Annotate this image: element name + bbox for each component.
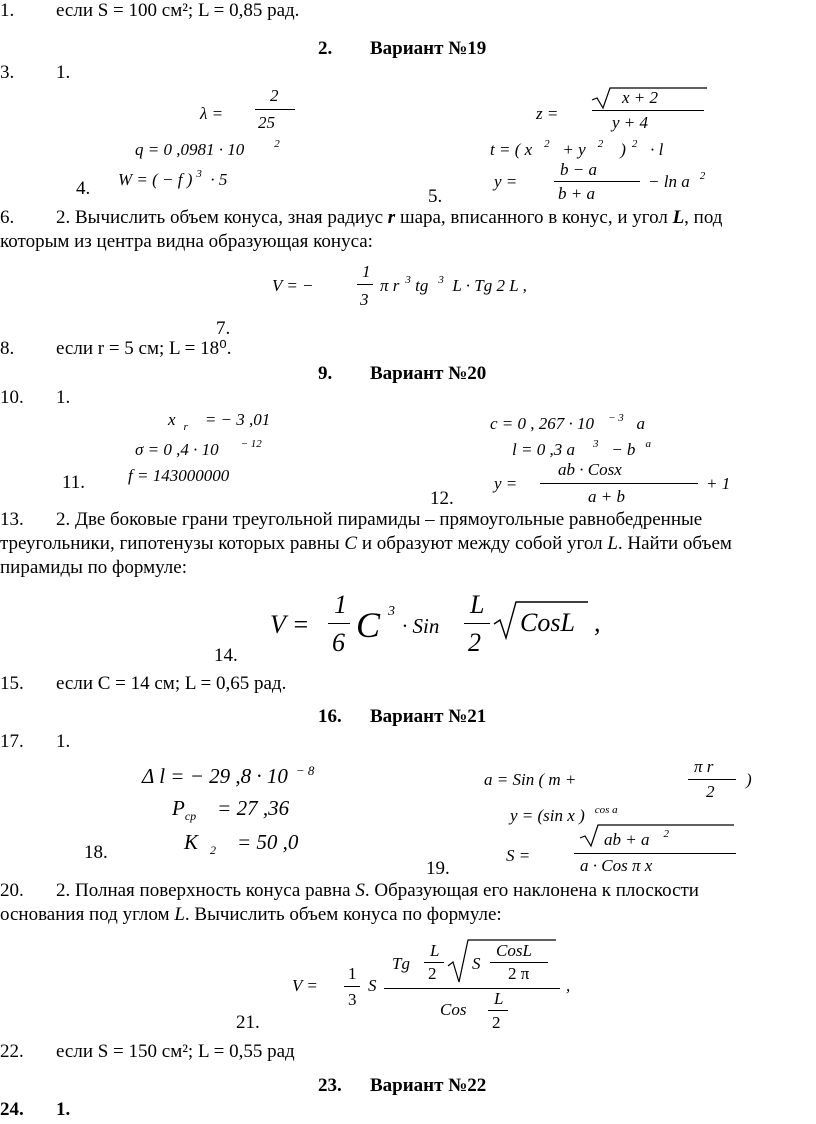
variant-number: 2. [318, 38, 333, 59]
fraction-bar [574, 853, 736, 854]
fraction-numerator: CosL [496, 941, 532, 960]
fraction-denominator: 6 [332, 628, 345, 657]
subscript: 2 [210, 843, 217, 857]
formula-W [118, 170, 227, 192]
item-number: 3. [0, 62, 15, 83]
item-number: 24. [0, 1099, 24, 1120]
formula-V: V = − [272, 276, 314, 295]
exponent: 3 [438, 274, 444, 286]
task-var: L [174, 904, 185, 925]
task-number: 1. [56, 1099, 71, 1120]
fraction-numerator: x + 2 [622, 88, 659, 107]
formula-K [184, 830, 298, 857]
fraction-bar [488, 1010, 508, 1011]
exponent: − 12 [240, 438, 262, 450]
formula-xr [168, 410, 270, 432]
subscript: ср [184, 809, 197, 823]
formula-y12-tail: + 1 [706, 474, 731, 493]
item-number: 22. [0, 1041, 24, 1062]
item-number: 6. [0, 207, 15, 228]
formula-S: S [368, 976, 377, 995]
exponent: − 8 [295, 763, 315, 778]
task-text-part: шара, вписанного в конус, и угол [395, 207, 673, 228]
condition-text: если S = 150 см²; L = 0,55 рад [56, 1041, 295, 1062]
formula-part: L · Tg 2 L , [452, 276, 527, 295]
formula-W-end: · 5 [210, 170, 228, 189]
formula-part: a [636, 414, 645, 433]
formula-a: a = Sin ( m + [484, 770, 577, 789]
exponent: 2 [597, 138, 604, 150]
task-number: 1. [56, 731, 71, 752]
formula-z: z = [536, 104, 559, 123]
formula-y-tail-main: − ln a [648, 172, 690, 191]
task-text-part: и образуют между собой угол [357, 533, 608, 554]
item-number: 1. [0, 0, 15, 21]
formula-part: x [168, 410, 176, 429]
formula-q [135, 140, 280, 162]
formula-S-inner: S [472, 954, 481, 973]
formula-W-main: W = ( − f ) [118, 170, 193, 189]
fraction-denominator: 2 [428, 964, 437, 983]
formula-part: c = 0 , 267 · 10 [490, 414, 595, 433]
exponent: 3 [388, 604, 395, 619]
item-number: 12. [430, 488, 454, 509]
exponent: 3 [405, 274, 411, 286]
formula-P [172, 796, 289, 823]
task-var: L [672, 207, 685, 228]
fraction-denominator: 3 [348, 990, 357, 1009]
fraction-denominator: 2 [492, 1013, 501, 1032]
formula-c [490, 414, 645, 436]
task-text-part: основания под углом [0, 904, 175, 925]
fraction-bar [424, 962, 444, 963]
formula-f: f = 143000000 [128, 466, 230, 485]
task-text-part: 2. Вычислить объем конуса, зная радиус [56, 207, 388, 228]
task-text-part: . Найти объем [617, 533, 732, 554]
formula-y-tail [648, 172, 705, 194]
exponent: 2 [274, 138, 280, 150]
task-number: 1. [56, 62, 71, 83]
task-number: 1. [56, 387, 71, 408]
fraction-numerator: L [494, 989, 504, 1008]
item-number: 19. [426, 858, 450, 879]
formula-part: P [172, 796, 185, 820]
exponent: 2 [544, 138, 550, 150]
condition-text: если C = 14 см; L = 0,65 рад. [56, 673, 287, 694]
fraction-numerator: L [470, 590, 485, 619]
variant-title: Вариант №21 [370, 706, 487, 727]
fraction-bar [688, 779, 736, 780]
formula-part: = 27 ,36 [217, 796, 290, 820]
item-number: 10. [0, 387, 24, 408]
task-text [56, 880, 699, 902]
task-text: 2. Две боковые грани треугольной пирамиды – прямоугольные равнобедренные [56, 509, 703, 530]
fraction-denominator: 2 [706, 782, 715, 801]
fraction-bar [357, 284, 373, 285]
formula-cosL: CosL [520, 608, 575, 637]
item-number: 11. [62, 472, 86, 493]
item-number: 7. [216, 318, 231, 339]
variant-title: Вариант №19 [370, 38, 487, 59]
item-number: 14. [214, 645, 238, 666]
formula-part: tg [415, 276, 429, 295]
condition-text: если r = 5 см; L = 18⁰. [56, 338, 232, 359]
fraction-bar [464, 623, 490, 624]
fraction-bar [328, 623, 350, 624]
formula-lambda: λ = [200, 104, 224, 123]
task-var: r [387, 207, 396, 228]
task-text: пирамиды по формуле: [0, 557, 187, 578]
fraction-numerator: L [430, 941, 440, 960]
fraction-bar [344, 986, 360, 987]
fraction-bar [554, 181, 640, 182]
task-text: которым из центра видна образующая конуса: [0, 231, 373, 252]
task-var: L [607, 533, 618, 554]
item-number: 17. [0, 731, 24, 752]
task-text [0, 533, 732, 555]
variant-title: Вариант №20 [370, 363, 487, 384]
fraction-numerator: b − a [560, 160, 597, 179]
formula-cos: Cos [440, 1000, 467, 1019]
variant-number: 16. [318, 706, 342, 727]
fraction-denominator: 3 [360, 290, 369, 309]
fraction-denominator: b + a [558, 184, 595, 203]
task-text-part: треугольники, гипотенузы которых равны [0, 533, 345, 554]
fraction-bar [490, 962, 548, 963]
variant-number: 23. [318, 1075, 342, 1096]
fraction-denominator: 2 π [508, 964, 530, 983]
formula-part: K [184, 830, 199, 854]
task-text-part: 2. Полная поверхность конуса равна [56, 880, 356, 901]
variant-title: Вариант №22 [370, 1075, 487, 1096]
formula-t-part: ) [620, 140, 626, 159]
fraction-denominator: a + b [588, 487, 625, 506]
formula-comma: , [566, 976, 571, 995]
formula-C: C [356, 605, 381, 645]
item-number: 18. [84, 842, 108, 863]
variant-number: 9. [318, 363, 333, 384]
formula-q-main: q = 0 ,0981 · 10 [135, 140, 245, 159]
fraction-numerator: 1 [334, 590, 347, 619]
task-var: S [355, 880, 365, 901]
fraction-denominator: 2 [468, 628, 481, 657]
fraction-denominator: y + 4 [612, 113, 649, 132]
exponent: cos a [594, 804, 618, 816]
fraction-denominator: a · Cos π x [580, 856, 653, 875]
formula-comma: , [594, 608, 601, 637]
formula-t [490, 140, 663, 162]
fraction-bar [540, 483, 698, 484]
item-number: 8. [0, 338, 15, 359]
formula-l [512, 440, 651, 462]
fraction-denominator: 25 [258, 113, 275, 132]
exponent: 3 [592, 438, 599, 450]
subscript: r [183, 421, 188, 433]
formula-t-part: t = ( x [490, 140, 533, 159]
exponent: 3 [196, 168, 202, 180]
formula-part: ab + a [604, 830, 650, 849]
item-number: 13. [0, 509, 24, 530]
exponent: 2 [699, 170, 706, 182]
fraction-bar [384, 988, 560, 989]
formula-part: = − 3 ,01 [204, 410, 271, 429]
formula-sigma [135, 440, 262, 462]
formula-part: y = (sin x ) [510, 806, 585, 825]
fraction-numerator [604, 830, 669, 852]
condition-text: если S = 100 см²; L = 0,85 рад. [56, 0, 300, 21]
fraction-bar [592, 110, 704, 111]
task-text [0, 904, 502, 926]
formula-V21: V = [292, 976, 318, 995]
task-text [56, 207, 722, 229]
item-number: 15. [0, 673, 24, 694]
task-text-part: , под [684, 207, 723, 228]
task-text-part: . Вычислить объем конуса по формуле: [184, 904, 502, 925]
formula-paren: ) [746, 770, 752, 789]
exponent: 2 [631, 138, 638, 150]
item-number: 21. [236, 1012, 260, 1033]
task-text-part: . Образующая его наклонена к плоскости [364, 880, 699, 901]
exponent: a [645, 438, 651, 450]
exponent: − 3 [608, 412, 624, 424]
item-number: 4. [76, 178, 91, 199]
formula-y: y = [494, 172, 518, 191]
exponent: 2 [663, 828, 669, 840]
formula-y12: y = [494, 474, 518, 493]
formula-part: Δ l = − 29 ,8 · 10 [142, 764, 288, 788]
formula-t-part: + y [562, 140, 586, 159]
formula-part: π r [380, 276, 400, 295]
formula-delta-l [142, 764, 314, 791]
fraction-numerator: ab · Cosx [558, 460, 622, 479]
formula-tg: Tg [392, 954, 410, 973]
item-number: 5. [428, 186, 443, 207]
formula-part: − b [611, 440, 636, 459]
fraction-numerator: 1 [362, 262, 371, 281]
formula-part: = 50 ,0 [237, 830, 299, 854]
item-number: 20. [0, 880, 24, 901]
fraction-numerator: 1 [348, 964, 357, 983]
task-var: C [344, 533, 358, 554]
formula-part: σ = 0 ,4 · 10 [135, 440, 219, 459]
fraction-numerator: π r [694, 757, 714, 776]
formula-V14: V = [270, 610, 310, 639]
formula-part: l = 0 ,3 a [512, 440, 575, 459]
formula-t-part: · l [650, 140, 664, 159]
formula-V-body [380, 276, 527, 298]
formula-sin: · Sin [402, 614, 440, 638]
fraction-numerator: 2 [270, 86, 279, 105]
formula-S: S = [506, 846, 531, 865]
fraction-bar [255, 109, 295, 110]
